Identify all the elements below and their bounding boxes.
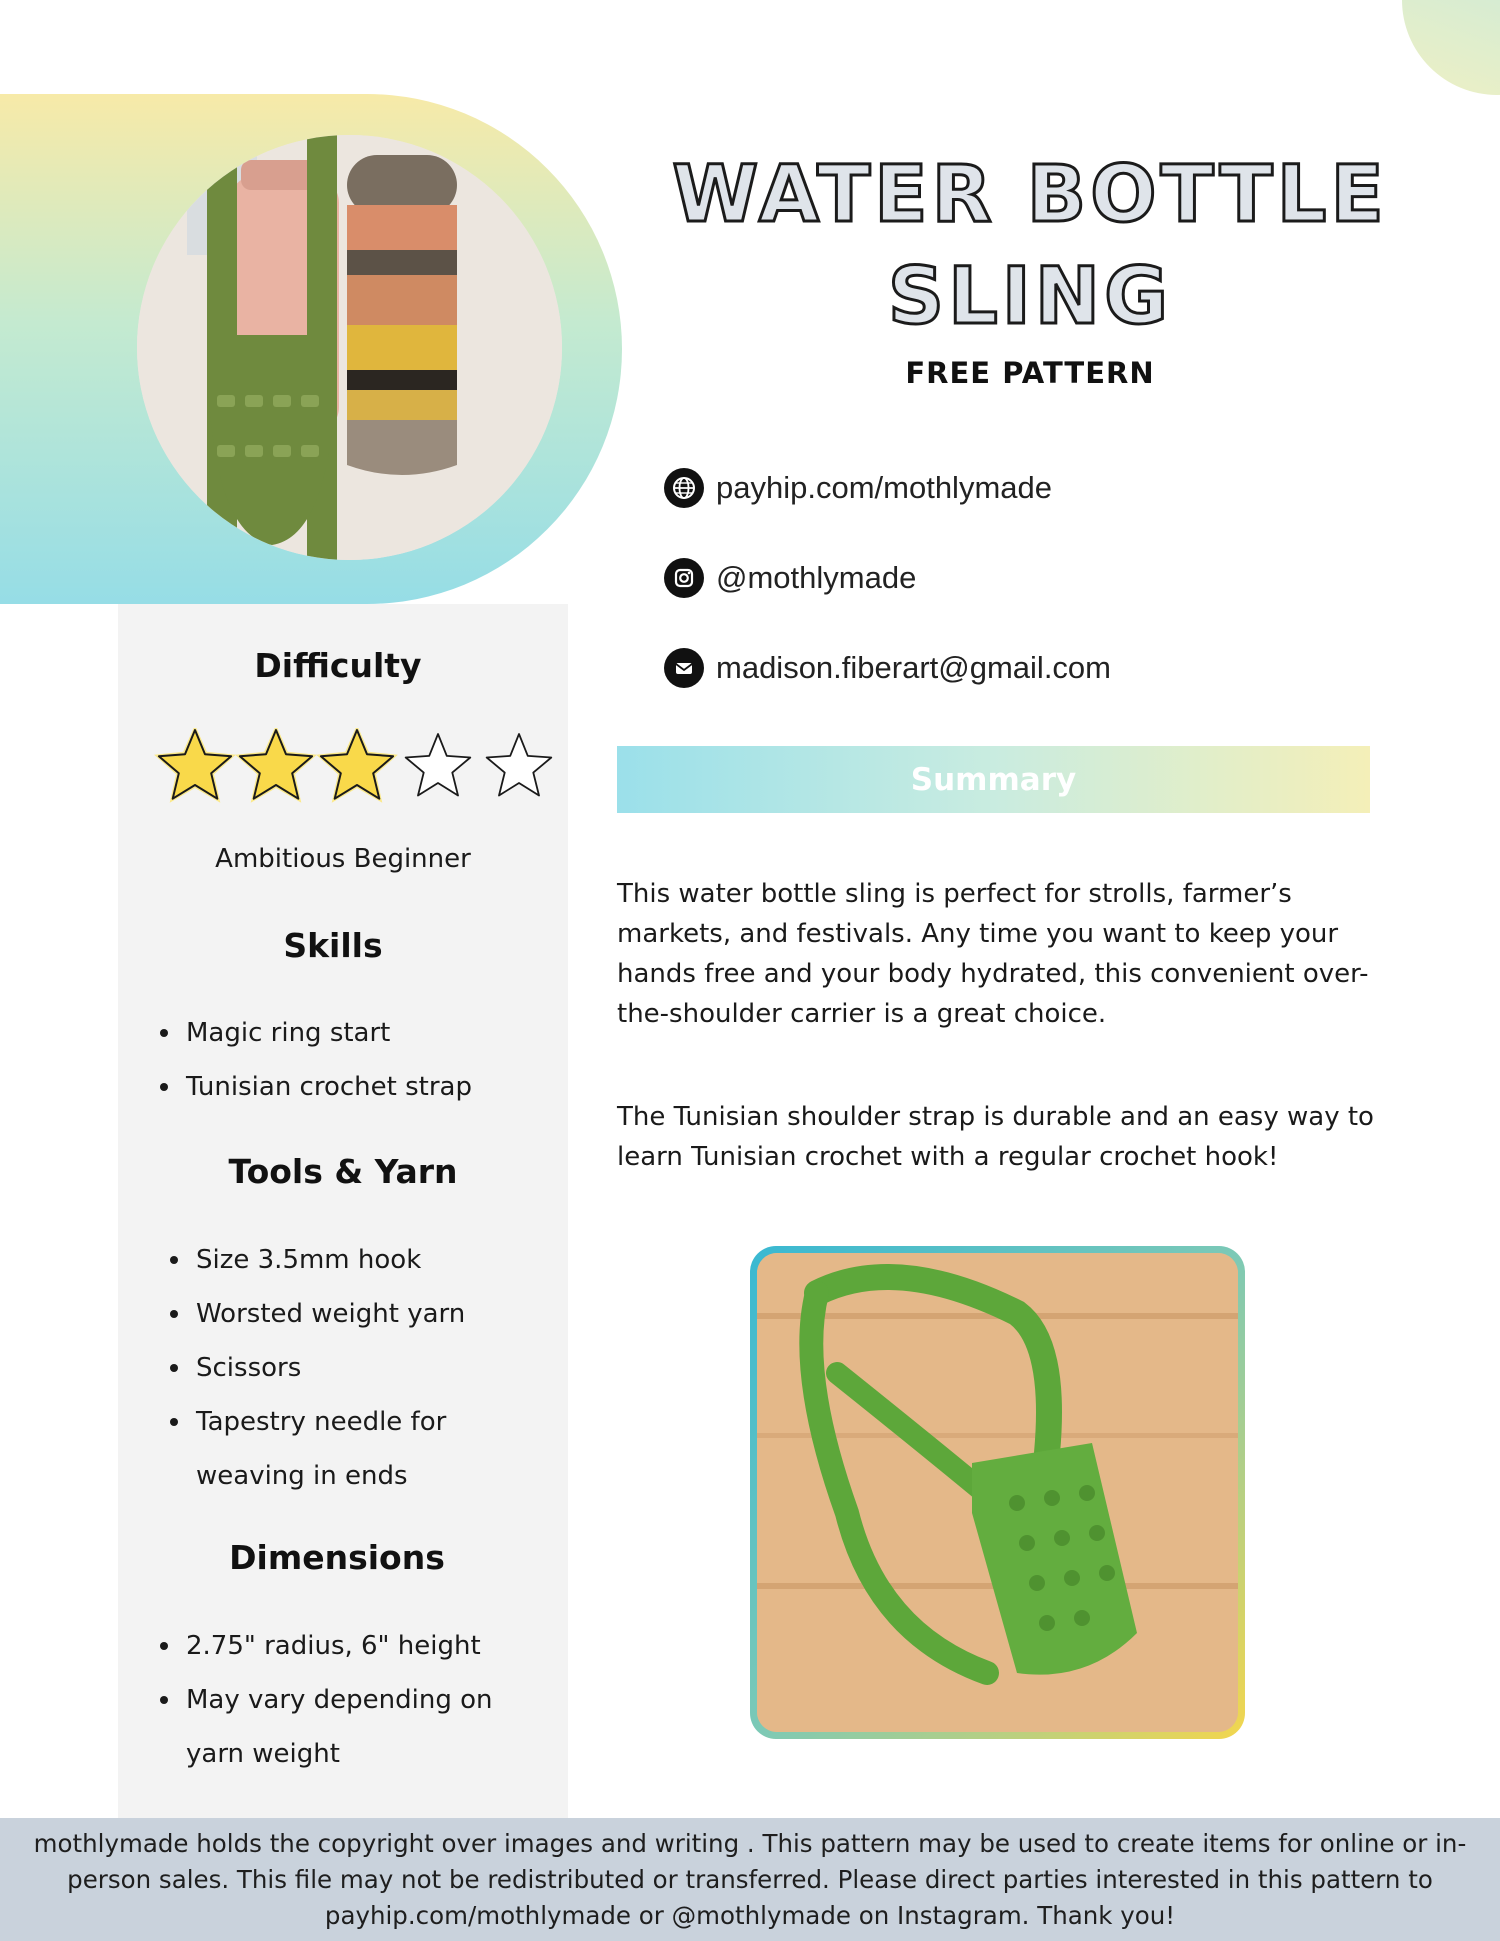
contact-email-text: madison.fiberart@gmail.com [716, 650, 1111, 685]
star-filled-icon [240, 730, 312, 799]
contact-instagram[interactable] [664, 556, 916, 600]
mail-icon [664, 648, 704, 688]
difficulty-rating [148, 728, 568, 808]
tools-heading: Tools & Yarn [228, 1152, 458, 1191]
summary-heading-bar [617, 746, 1370, 813]
contact-website-text: payhip.com/mothlymade [716, 470, 1052, 505]
star-empty-icon [406, 734, 471, 796]
product-photo-frame [750, 1246, 1245, 1739]
page-title-line-1: WATER BOTTLE [672, 150, 1388, 240]
list-item: Tapestry needle for weaving in ends [166, 1395, 546, 1503]
instagram-icon [664, 558, 704, 598]
hero-photo [137, 135, 562, 560]
copyright-text: mothlymade holds the copyright over images and writing . This pattern may be used to create items for online or in-person sales. This file may not be redistributed or transferred. Please direct parties interested in this pattern to payhip.com/mothlymade or @mothlymade on Instagram. Thank you! [33, 1828, 1467, 1930]
list-item: Worsted weight yarn [166, 1287, 546, 1341]
difficulty-level: Ambitious Beginner [215, 844, 471, 874]
summary-paragraph-1: This water bottle sling is perfect for strolls, farmer’s markets, and festivals. Any time you want to keep your hands free and your body hydrated, this convenient over-the-shoulder carrier is a great choice. [617, 879, 1369, 1029]
list-item: Size 3.5mm hook [166, 1233, 546, 1287]
copyright-footer [0, 1818, 1500, 1941]
globe-icon [664, 468, 704, 508]
list-item: May vary depending on yarn weight [156, 1673, 556, 1781]
list-item: 2.75" radius, 6" height [156, 1619, 556, 1673]
summary-heading: Summary [910, 761, 1077, 798]
page-subtitle: FREE PATTERN [905, 356, 1155, 390]
star-filled-icon [159, 730, 231, 799]
contact-instagram-text: @mothlymade [716, 560, 917, 595]
difficulty-heading: Difficulty [254, 646, 422, 685]
bottle-slings-illustration [137, 135, 562, 560]
contact-website[interactable] [664, 466, 1052, 510]
summary-paragraph-2: The Tunisian shoulder strap is durable and an easy way to learn Tunisian crochet with a regular crochet hook! [617, 1102, 1374, 1172]
dimensions-heading: Dimensions [229, 1538, 445, 1577]
dimensions-list [156, 1619, 556, 1781]
list-item: Tunisian crochet strap [156, 1060, 556, 1114]
tools-list [166, 1233, 546, 1503]
skills-list [156, 1006, 556, 1114]
corner-decoration [1402, 0, 1500, 95]
green-sling-illustration [757, 1253, 1238, 1732]
star-filled-icon [321, 730, 393, 799]
contact-email[interactable] [664, 646, 1111, 690]
page-title-line-2: SLING [887, 252, 1173, 342]
skills-heading: Skills [283, 926, 383, 965]
star-empty-icon [487, 734, 552, 796]
product-photo [757, 1253, 1238, 1732]
list-item: Magic ring start [156, 1006, 556, 1060]
list-item: Scissors [166, 1341, 546, 1395]
